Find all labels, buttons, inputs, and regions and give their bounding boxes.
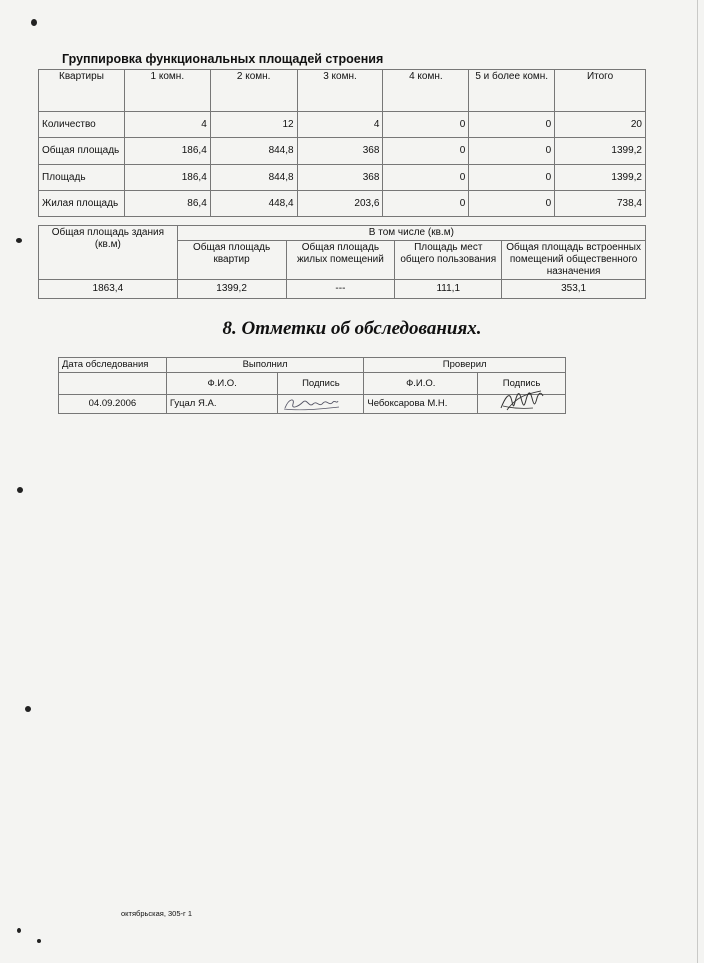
performed-by-name: Гуцал Я.А. xyxy=(166,395,278,414)
table-row xyxy=(39,112,646,138)
footer-text: октябрьская, 305-г 1 xyxy=(121,909,193,918)
column-header: Площадь мест общего пользования xyxy=(395,241,502,280)
column-header: Ф.И.О. xyxy=(166,373,278,395)
column-header: 5 и более комн. xyxy=(469,70,555,112)
table-cell: 1399,2 xyxy=(555,165,646,191)
table-cell: 4 xyxy=(124,112,210,138)
apartment-area-table xyxy=(38,69,646,217)
page-edge-line xyxy=(697,0,698,963)
column-header: Подпись xyxy=(278,373,364,395)
table-header-row xyxy=(39,70,646,112)
table-row xyxy=(39,138,646,165)
table-cell: 738,4 xyxy=(555,191,646,217)
table-cell: 0 xyxy=(469,138,555,165)
row-label: Общая площадь xyxy=(39,138,125,165)
table-cell: 0 xyxy=(469,112,555,138)
checked-by-name: Чебоксарова М.Н. xyxy=(364,395,478,414)
scan-mark xyxy=(16,238,22,243)
table-cell: 86,4 xyxy=(124,191,210,217)
survey-section-title: 8. Отметки об обследованиях. xyxy=(222,318,482,339)
table-cell: 368 xyxy=(297,138,383,165)
column-header: 3 комн. xyxy=(297,70,383,112)
column-header: Общая площадь жилых помещений xyxy=(286,241,395,280)
column-header: Общая площадь встроенных помещений общественного назначения xyxy=(502,241,646,280)
table-header-row xyxy=(59,358,566,373)
table-cell: 0 xyxy=(383,112,469,138)
column-header: Квартиры xyxy=(39,70,125,112)
table-cell: 4 xyxy=(297,112,383,138)
section-title: Группировка функциональных площадей строения xyxy=(62,52,384,66)
scan-mark xyxy=(17,487,23,493)
column-header: 4 комн. xyxy=(383,70,469,112)
row-label: Жилая площадь xyxy=(39,191,125,217)
table-header-row xyxy=(59,373,566,395)
performed-signature xyxy=(278,395,364,414)
column-header: 2 комн. xyxy=(210,70,297,112)
survey-date: 04.09.2006 xyxy=(59,395,167,414)
column-header: Общая площадь здания (кв.м) xyxy=(39,226,178,280)
handwritten-signature-icon xyxy=(281,396,341,412)
table-cell: 20 xyxy=(555,112,646,138)
building-area-table xyxy=(38,225,646,299)
table-cell: 12 xyxy=(210,112,297,138)
column-header: Проверил xyxy=(364,358,566,373)
table-cell: 186,4 xyxy=(124,165,210,191)
table-header-row xyxy=(39,226,646,241)
table-row xyxy=(39,165,646,191)
table-cell xyxy=(59,373,167,395)
table-cell: 0 xyxy=(469,165,555,191)
table-cell: 353,1 xyxy=(502,280,646,299)
scan-mark xyxy=(37,939,41,943)
scan-mark xyxy=(17,928,21,933)
table-row xyxy=(59,395,566,414)
survey-table xyxy=(58,357,566,414)
table-cell: 203,6 xyxy=(297,191,383,217)
table-cell: 0 xyxy=(383,165,469,191)
table-row xyxy=(39,191,646,217)
column-header: Общая площадь квартир xyxy=(177,241,286,280)
handwritten-signature-icon xyxy=(497,388,547,414)
table-cell: 0 xyxy=(469,191,555,217)
table-cell: 844,8 xyxy=(210,138,297,165)
column-header: Дата обследования xyxy=(59,358,167,373)
column-header: Подпись xyxy=(478,373,566,395)
table-cell: 448,4 xyxy=(210,191,297,217)
table-cell: 186,4 xyxy=(124,138,210,165)
table-cell: 0 xyxy=(383,191,469,217)
table-cell: 844,8 xyxy=(210,165,297,191)
row-label: Площадь xyxy=(39,165,125,191)
column-header: Итого xyxy=(555,70,646,112)
table-cell: 0 xyxy=(383,138,469,165)
table-cell: --- xyxy=(286,280,395,299)
checked-signature xyxy=(478,395,566,414)
row-label: Количество xyxy=(39,112,125,138)
table-cell: 1399,2 xyxy=(177,280,286,299)
column-header: Выполнил xyxy=(166,358,364,373)
scan-mark xyxy=(25,706,31,712)
table-cell: 368 xyxy=(297,165,383,191)
table-cell: 111,1 xyxy=(395,280,502,299)
table-cell: 1863,4 xyxy=(39,280,178,299)
scan-mark xyxy=(31,19,37,26)
column-header: 1 комн. xyxy=(124,70,210,112)
table-row xyxy=(39,280,646,299)
column-header: В том числе (кв.м) xyxy=(177,226,645,241)
table-cell: 1399,2 xyxy=(555,138,646,165)
column-header: Ф.И.О. xyxy=(364,373,478,395)
